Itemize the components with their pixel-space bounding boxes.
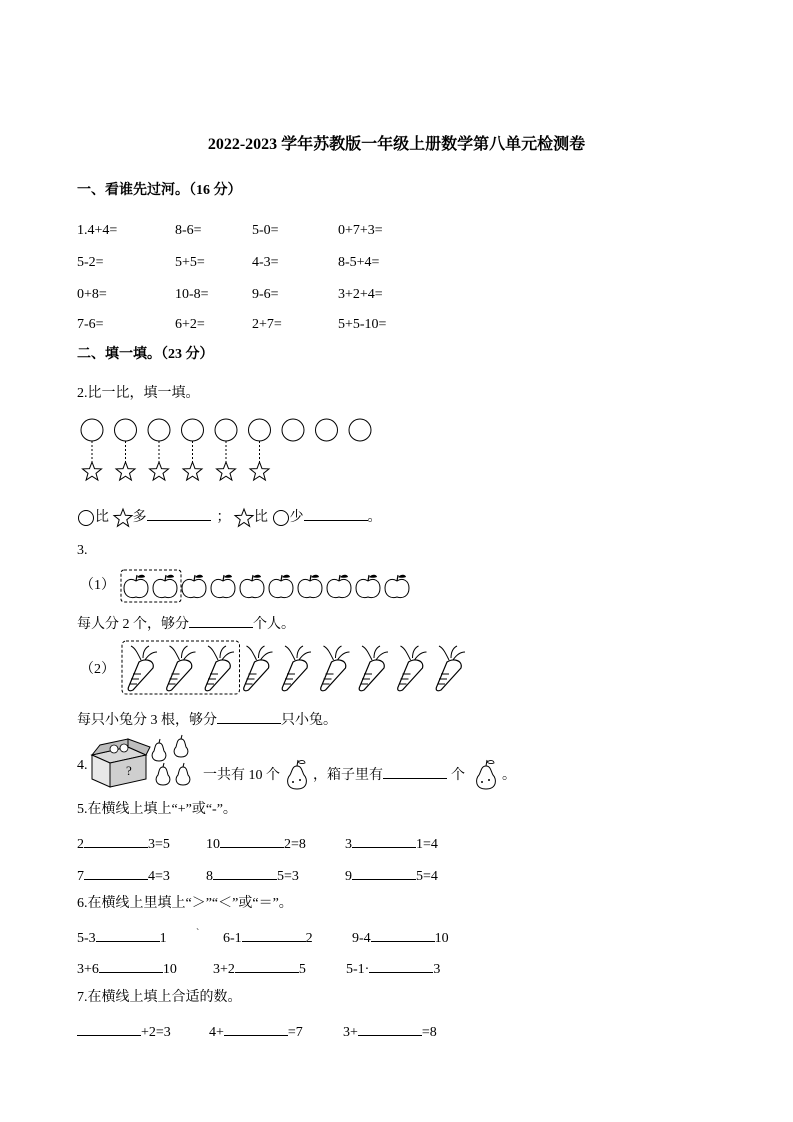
carrot-icon [167, 646, 196, 691]
exercise-item: 5+5-10= [338, 317, 387, 332]
apple-row [119, 568, 419, 604]
exercise-item: 9-6= [252, 287, 279, 302]
star-icon [250, 462, 269, 480]
question-3-part-1-label: （1） [80, 578, 115, 593]
apple-icon [182, 575, 206, 598]
carrot-icon [244, 646, 273, 691]
carrot-icon [436, 646, 465, 691]
exercise-item: 3+2+4= [338, 287, 383, 302]
question-5-label: 5.在横线上填上“+”或“-”。 [77, 802, 237, 817]
exercise-item: 10-8= [175, 287, 209, 302]
circle-icon [349, 419, 371, 441]
question-4-text: 一共有 10 个 ，箱子里有 个 。 [203, 757, 516, 793]
circle-star-comparison [76, 416, 396, 488]
question-3-part-2-text: 每只小兔分 3 根，够分 只小兔。 [77, 709, 337, 730]
apple-icon [124, 575, 148, 598]
stray-mark: ˋ [196, 928, 200, 939]
answer-blank[interactable] [242, 927, 306, 942]
pear-icon [152, 739, 166, 761]
answer-blank[interactable] [84, 865, 148, 880]
pear-icon [176, 763, 190, 785]
star-icon [217, 462, 236, 480]
fill-sign-item: 2 3=5 [77, 833, 170, 854]
apple-icon [269, 575, 293, 598]
compare-item: 3+6 10 [77, 958, 177, 979]
answer-blank[interactable] [217, 709, 281, 724]
answer-blank[interactable] [189, 613, 253, 628]
fill-sign-item: 10 2=8 [206, 833, 306, 854]
star-icon [83, 462, 102, 480]
star-icon [116, 462, 135, 480]
answer-blank[interactable] [220, 833, 284, 848]
answer-blank[interactable] [352, 865, 416, 880]
carrot-icon [205, 646, 234, 691]
answer-blank[interactable] [304, 506, 368, 521]
apple-icon [356, 575, 380, 598]
answer-blank[interactable] [369, 958, 433, 973]
answer-blank[interactable] [352, 833, 416, 848]
pear-icon [156, 763, 170, 785]
carrot-row [121, 640, 481, 700]
answer-blank[interactable] [383, 764, 447, 779]
carrot-icon [321, 646, 350, 691]
compare-item: 5-3 1 [77, 927, 167, 948]
carrot-icon [359, 646, 388, 691]
pear-icon [284, 757, 310, 793]
star-icon [183, 462, 202, 480]
circle-icon [249, 419, 271, 441]
circle-icon [115, 419, 137, 441]
answer-blank[interactable] [235, 958, 299, 973]
pear-box-illustration [88, 733, 198, 789]
answer-blank[interactable] [147, 506, 211, 521]
circle-icon [182, 419, 204, 441]
exercise-item: 7-6= [77, 317, 104, 332]
exercise-item: 6+2= [175, 317, 205, 332]
answer-blank[interactable] [77, 1021, 141, 1036]
section-2-heading: 二、填一填。（23 分） [77, 347, 214, 362]
fill-sign-item: 7 4=3 [77, 865, 170, 886]
question-7-label: 7.在横线上填上合适的数。 [77, 990, 242, 1005]
question-3-part-2-label: （2） [80, 662, 115, 677]
fill-sign-item: 3 1=4 [345, 833, 438, 854]
fill-number-item: 3+ =8 [343, 1021, 437, 1042]
apple-icon [153, 575, 177, 598]
question-2-label: 2.比一比，填一填。 [77, 386, 200, 401]
apple-icon [240, 575, 264, 598]
compare-item: 9-4 10 [352, 927, 449, 948]
fill-sign-item: 8 5=3 [206, 865, 299, 886]
pear-icon [473, 757, 499, 793]
exercise-item: 0+8= [77, 287, 107, 302]
box-icon [92, 739, 150, 787]
carrot-icon [128, 646, 157, 691]
question-2-statement: 比 多 ； 比 少 。 [77, 506, 382, 528]
page-title: 2022-2023 学年苏教版一年级上册数学第八单元检测卷 [207, 136, 586, 153]
answer-blank[interactable] [84, 833, 148, 848]
fill-number-item: +2=3 [77, 1021, 171, 1042]
compare-item: 6-1 2 [223, 927, 313, 948]
apple-icon [298, 575, 322, 598]
exercise-item: 4-3= [252, 255, 279, 270]
fill-sign-item: 9 5=4 [345, 865, 438, 886]
apple-icon [327, 575, 351, 598]
answer-blank[interactable] [99, 958, 163, 973]
carrot-icon [282, 646, 311, 691]
answer-blank[interactable] [371, 927, 435, 942]
circle-icon [148, 419, 170, 441]
exercise-item: 8-5+4= [338, 255, 380, 270]
answer-blank[interactable] [213, 865, 277, 880]
section-1-heading: 一、看谁先过河。（16 分） [77, 183, 242, 198]
answer-blank[interactable] [96, 927, 160, 942]
exercise-item: 2+7= [252, 317, 282, 332]
circle-icon [77, 509, 95, 527]
star-icon [150, 462, 169, 480]
answer-blank[interactable] [224, 1021, 288, 1036]
circle-icon [316, 419, 338, 441]
star-icon [113, 508, 133, 528]
fill-number-item: 4+ =7 [209, 1021, 303, 1042]
box-question-mark: ? [126, 763, 132, 778]
exercise-item: 5+5= [175, 255, 205, 270]
exercise-item: 1.4+4= [77, 223, 118, 238]
question-3-part-1-text: 每人分 2 个，够分 个人。 [77, 613, 295, 634]
exercise-item: 0+7+3= [338, 223, 383, 238]
exercise-item: 8-6= [175, 223, 202, 238]
question-6-label: 6.在横线上里填上“＞”“＜”或“＝”。 [77, 896, 293, 911]
pear-icon [174, 735, 188, 757]
circle-icon [81, 419, 103, 441]
circle-icon [282, 419, 304, 441]
exercise-item: 5-0= [252, 223, 279, 238]
answer-blank[interactable] [358, 1021, 422, 1036]
question-3-label: 3. [77, 543, 88, 558]
compare-item: 3+2 5 [213, 958, 306, 979]
question-4-label: 4. [77, 758, 88, 773]
circle-icon [215, 419, 237, 441]
apple-icon [385, 575, 409, 598]
apple-icon [211, 575, 235, 598]
circle-icon [272, 509, 290, 527]
compare-item: 5-1· 3 [346, 958, 440, 979]
exercise-item: 5-2= [77, 255, 104, 270]
carrot-icon [398, 646, 427, 691]
star-icon [234, 508, 254, 528]
